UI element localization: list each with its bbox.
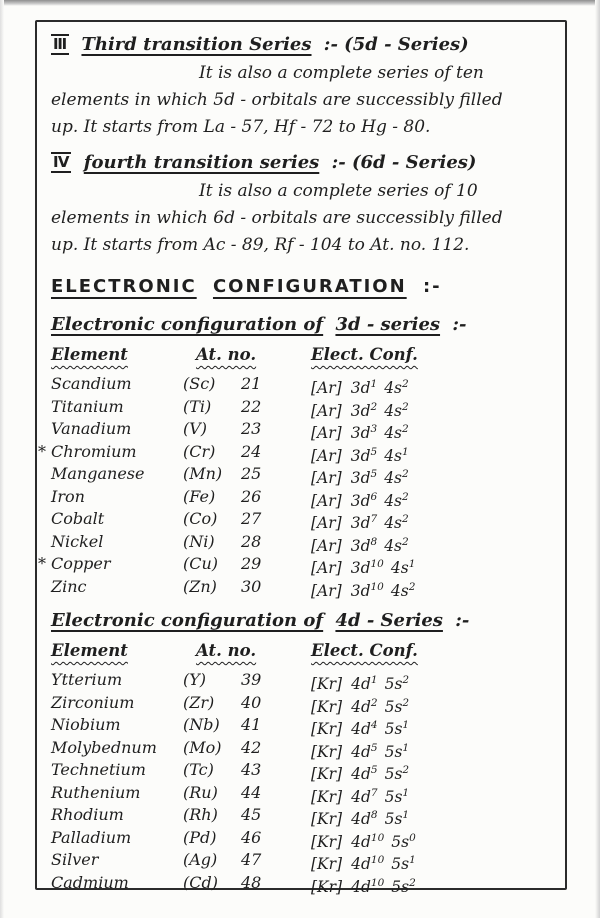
config-s-superscript: 2 bbox=[402, 423, 409, 435]
table-4d-series bbox=[51, 606, 555, 894]
element-name-cell bbox=[51, 576, 183, 603]
config-s-orbital: 5s bbox=[391, 877, 410, 896]
config-s-orbital: 5s bbox=[391, 855, 410, 874]
element-name: Zirconium bbox=[51, 692, 135, 712]
config-s-orbital: 4s bbox=[384, 469, 403, 488]
config-core: [Kr] bbox=[311, 675, 343, 694]
table-row bbox=[51, 827, 555, 850]
config-s-superscript: 2 bbox=[402, 696, 410, 709]
exception-star: * bbox=[38, 554, 46, 573]
table-row bbox=[38, 441, 555, 465]
element-symbol: (Y) bbox=[183, 670, 207, 689]
config-d-orbital: 4d bbox=[351, 787, 371, 806]
element-symbol: (Ni) bbox=[183, 531, 215, 551]
config-s-superscript: 1 bbox=[408, 558, 416, 570]
config-d-superscript: 1 bbox=[370, 378, 378, 390]
element-name: Titanium bbox=[51, 396, 124, 416]
section-paragraph bbox=[51, 60, 555, 141]
config-core: [Ar] bbox=[311, 514, 342, 533]
element-name: Vanadium bbox=[51, 419, 132, 438]
config-core: [Kr] bbox=[311, 810, 343, 829]
element-symbol: (Zr) bbox=[183, 692, 215, 712]
column-header-atomic-number: At. no. bbox=[196, 641, 257, 660]
config-s-superscript: 2 bbox=[402, 400, 409, 413]
table-heading-lead: Electronic configuration of bbox=[51, 314, 324, 335]
config-s-orbital: 4s bbox=[384, 424, 403, 443]
atomic-number: 39 bbox=[241, 670, 262, 689]
column-header-element: Element bbox=[51, 641, 128, 660]
scan-edge-left bbox=[0, 0, 4, 918]
table-3d-series bbox=[38, 310, 555, 600]
config-s-superscript: 2 bbox=[402, 535, 409, 548]
atomic-number: 28 bbox=[241, 531, 262, 551]
atomic-number: 41 bbox=[241, 715, 262, 734]
config-s-superscript: 1 bbox=[402, 786, 410, 799]
config-s-orbital: 5s bbox=[384, 810, 403, 829]
atomic-number: 43 bbox=[241, 760, 262, 779]
element-name: Copper bbox=[51, 554, 111, 573]
config-s-orbital: 5s bbox=[384, 787, 403, 806]
element-name: Manganese bbox=[51, 464, 145, 483]
config-s-orbital: 5s bbox=[384, 720, 403, 739]
config-d-superscript: 4 bbox=[370, 719, 378, 731]
table-row bbox=[51, 692, 555, 715]
config-d-orbital: 4d bbox=[351, 742, 371, 761]
config-core: [Ar] bbox=[311, 491, 342, 510]
atomic-number: 48 bbox=[241, 872, 262, 892]
config-d-orbital: 4d bbox=[351, 877, 371, 896]
config-d-superscript: 10 bbox=[370, 831, 385, 844]
element-name: Cobalt bbox=[51, 509, 105, 528]
config-core: [Ar] bbox=[311, 469, 342, 488]
config-s-orbital: 5s bbox=[384, 675, 403, 694]
config-d-orbital: 4d bbox=[351, 697, 371, 716]
element-name: Palladium bbox=[51, 827, 132, 847]
config-d-orbital: 3d bbox=[350, 379, 371, 398]
element-name: Niobium bbox=[51, 715, 121, 734]
config-s-orbital: 4s bbox=[384, 446, 403, 465]
config-core: [Kr] bbox=[311, 832, 343, 851]
paragraph-line: elements in which 6d - orbitals are successibly filled bbox=[51, 208, 503, 228]
config-s-superscript: 2 bbox=[408, 580, 416, 593]
roman-numeral: Ⅲ bbox=[53, 35, 68, 53]
atomic-number: 21 bbox=[241, 374, 262, 393]
config-d-superscript: 6 bbox=[370, 490, 378, 503]
config-d-superscript: 7 bbox=[370, 786, 378, 799]
config-s-orbital: 4s bbox=[384, 491, 403, 510]
element-symbol: (Cr) bbox=[183, 441, 216, 461]
table-row bbox=[51, 782, 555, 805]
config-d-orbital: 4d bbox=[351, 855, 371, 874]
table-row bbox=[51, 396, 555, 419]
config-d-superscript: 10 bbox=[370, 876, 385, 889]
table-row bbox=[51, 669, 555, 692]
atomic-number: 44 bbox=[241, 782, 262, 802]
paragraph-line: It is also a complete series of ten bbox=[199, 63, 484, 83]
section-third-transition-series bbox=[51, 30, 555, 141]
table-heading bbox=[51, 310, 555, 340]
element-symbol: (Tc) bbox=[183, 760, 214, 779]
atomic-number: 46 bbox=[241, 827, 262, 847]
atomic-number: 40 bbox=[241, 692, 262, 712]
config-d-orbital: 3d bbox=[350, 446, 371, 465]
config-s-superscript: 2 bbox=[402, 378, 409, 390]
section-title-text: Third transition Series bbox=[81, 34, 312, 55]
config-d-superscript: 2 bbox=[370, 400, 378, 413]
config-d-orbital: 4d bbox=[351, 765, 371, 784]
config-core: [Kr] bbox=[311, 742, 343, 761]
column-header-element: Element bbox=[51, 345, 128, 364]
config-d-superscript: 2 bbox=[370, 696, 378, 709]
config-s-superscript: 1 bbox=[402, 719, 410, 731]
column-header-elect-conf: Elect. Conf. bbox=[311, 641, 418, 660]
element-symbol: (Mo) bbox=[183, 737, 222, 757]
element-name: Rhodium bbox=[51, 805, 124, 824]
atomic-number: 30 bbox=[241, 576, 262, 596]
config-core: [Ar] bbox=[311, 559, 342, 578]
section-title bbox=[51, 148, 555, 178]
table-row bbox=[51, 486, 555, 509]
table-heading-series: 4d - Series bbox=[335, 610, 443, 631]
element-symbol: (Cd) bbox=[183, 872, 218, 892]
config-s-orbital: 5s bbox=[391, 832, 410, 851]
config-d-superscript: 10 bbox=[370, 558, 384, 570]
table-heading-suffix: :- bbox=[455, 610, 470, 631]
config-s-superscript: 1 bbox=[402, 445, 409, 458]
config-d-superscript: 8 bbox=[370, 535, 378, 548]
config-s-orbital: 5s bbox=[384, 742, 403, 761]
element-name: Cadmium bbox=[51, 872, 129, 892]
config-s-orbital: 4s bbox=[384, 401, 403, 420]
element-symbol: (Ru) bbox=[183, 782, 218, 802]
electron-configuration bbox=[311, 576, 555, 603]
config-d-superscript: 5 bbox=[370, 741, 378, 754]
paragraph-line: up. It starts from Ac - 89, Rf - 104 to At. no. 112. bbox=[51, 235, 470, 255]
section-title-suffix: :- (5d - Series) bbox=[323, 34, 469, 55]
page-frame bbox=[35, 20, 567, 896]
element-name: Ruthenium bbox=[51, 782, 141, 802]
atomic-number: 26 bbox=[241, 486, 262, 506]
config-d-superscript: 10 bbox=[370, 580, 384, 593]
element-symbol: (Pd) bbox=[183, 827, 217, 847]
config-core: [Ar] bbox=[311, 424, 342, 443]
config-core: [Kr] bbox=[311, 765, 343, 784]
config-s-superscript: 2 bbox=[402, 490, 409, 503]
config-d-orbital: 3d bbox=[350, 491, 371, 510]
config-s-superscript: 0 bbox=[409, 831, 416, 844]
config-s-superscript: 2 bbox=[402, 674, 410, 686]
atomic-number: 25 bbox=[241, 464, 262, 483]
config-s-orbital: 5s bbox=[384, 765, 403, 784]
config-core: [Ar] bbox=[311, 446, 342, 465]
table-row bbox=[51, 508, 555, 531]
config-d-orbital: 4d bbox=[351, 675, 371, 694]
atomic-number: 29 bbox=[241, 554, 262, 573]
section-paragraph bbox=[51, 178, 555, 259]
config-d-orbital: 3d bbox=[350, 469, 371, 488]
config-s-superscript: 2 bbox=[402, 468, 409, 480]
config-d-orbital: 3d bbox=[350, 401, 371, 420]
atomic-number: 42 bbox=[241, 737, 262, 757]
main-heading-word: ELECTRONIC bbox=[51, 276, 197, 297]
element-symbol: (Zn) bbox=[183, 576, 217, 596]
table-header-row bbox=[51, 342, 555, 368]
table-row bbox=[51, 737, 555, 760]
main-heading-word: CONFIGURATION bbox=[212, 276, 407, 297]
atomic-number: 45 bbox=[241, 805, 262, 824]
config-d-orbital: 3d bbox=[350, 559, 371, 578]
table-row bbox=[51, 463, 555, 486]
element-symbol: (Sc) bbox=[183, 374, 216, 393]
config-s-superscript: 2 bbox=[409, 876, 416, 889]
table-body bbox=[38, 373, 555, 600]
element-name: Molybednum bbox=[51, 737, 157, 757]
element-symbol: (Fe) bbox=[183, 486, 216, 506]
config-d-superscript: 5 bbox=[370, 468, 378, 480]
config-core: [Kr] bbox=[311, 855, 343, 874]
atomic-number: 24 bbox=[241, 441, 262, 461]
main-heading-suffix: :- bbox=[422, 276, 442, 297]
config-d-superscript: 5 bbox=[370, 445, 378, 458]
config-s-orbital: 4s bbox=[390, 581, 409, 600]
table-heading-lead: Electronic configuration of bbox=[51, 610, 324, 631]
element-name: Zinc bbox=[51, 576, 87, 596]
config-d-orbital: 4d bbox=[351, 832, 371, 851]
element-name: Nickel bbox=[51, 531, 104, 551]
config-d-orbital: 3d bbox=[350, 581, 371, 600]
config-core: [Ar] bbox=[311, 401, 342, 420]
element-name: Scandium bbox=[51, 374, 132, 393]
config-s-superscript: 1 bbox=[409, 854, 416, 866]
atomic-number: 27 bbox=[241, 509, 262, 528]
paragraph-line: elements in which 5d - orbitals are successibly filled bbox=[51, 90, 503, 110]
electron-configuration bbox=[311, 872, 555, 899]
section-title bbox=[51, 30, 555, 60]
config-s-orbital: 5s bbox=[384, 697, 403, 716]
table-row bbox=[51, 576, 555, 599]
column-header-atomic-number: At. no. bbox=[196, 345, 257, 364]
atomic-number: 22 bbox=[241, 396, 262, 416]
config-d-superscript: 3 bbox=[370, 423, 378, 435]
config-s-orbital: 4s bbox=[384, 514, 403, 533]
config-s-superscript: 1 bbox=[402, 741, 410, 754]
config-d-superscript: 10 bbox=[370, 854, 385, 866]
config-core: [Kr] bbox=[311, 697, 343, 716]
config-core: [Kr] bbox=[311, 720, 343, 739]
config-d-orbital: 3d bbox=[350, 514, 371, 533]
atomic-number: 23 bbox=[241, 419, 262, 438]
config-core: [Kr] bbox=[311, 787, 343, 806]
config-d-superscript: 7 bbox=[370, 513, 378, 525]
config-d-superscript: 5 bbox=[370, 764, 378, 776]
scan-edge-top bbox=[0, 0, 600, 6]
table-body bbox=[51, 669, 555, 894]
element-symbol: (Nb) bbox=[183, 715, 220, 734]
scan-edge-right bbox=[595, 0, 600, 918]
element-name: Silver bbox=[51, 850, 99, 869]
element-name-cell bbox=[51, 872, 183, 899]
table-heading-suffix: :- bbox=[452, 314, 467, 335]
table-row bbox=[51, 531, 555, 554]
config-s-superscript: 1 bbox=[402, 809, 410, 821]
config-core: [Kr] bbox=[311, 877, 343, 896]
paragraph-line: It is also a complete series of 10 bbox=[199, 181, 478, 201]
section-title-suffix: :- (6d - Series) bbox=[331, 152, 477, 173]
exception-star: * bbox=[38, 441, 46, 461]
element-name: Ytterium bbox=[51, 670, 123, 689]
table-heading-series: 3d - series bbox=[335, 314, 441, 335]
config-s-orbital: 4s bbox=[390, 559, 409, 578]
config-core: [Ar] bbox=[311, 536, 342, 555]
element-symbol: (Co) bbox=[183, 509, 218, 528]
roman-numeral: Ⅳ bbox=[53, 153, 70, 171]
config-s-superscript: 2 bbox=[402, 513, 409, 525]
element-symbol: (Ag) bbox=[183, 850, 218, 869]
element-name: Technetium bbox=[51, 760, 146, 779]
config-s-orbital: 4s bbox=[384, 536, 403, 555]
main-heading bbox=[51, 272, 555, 302]
section-fourth-transition-series bbox=[51, 148, 555, 259]
config-d-orbital: 3d bbox=[350, 536, 371, 555]
element-symbol: (Rh) bbox=[183, 805, 218, 824]
config-core: [Ar] bbox=[311, 581, 342, 600]
column-header-elect-conf: Elect. Conf. bbox=[311, 345, 418, 364]
table-row bbox=[51, 759, 555, 782]
element-name: Chromium bbox=[51, 441, 137, 461]
atomic-number: 47 bbox=[241, 850, 262, 869]
element-symbol: (Cu) bbox=[183, 554, 219, 573]
config-d-orbital: 3d bbox=[350, 424, 371, 443]
table-row bbox=[51, 804, 555, 827]
element-symbol: (V) bbox=[183, 419, 208, 438]
table-row bbox=[51, 714, 555, 737]
config-d-orbital: 4d bbox=[351, 810, 371, 829]
table-row bbox=[51, 373, 555, 396]
section-title-text: fourth transition series bbox=[83, 152, 320, 173]
table-row bbox=[38, 553, 555, 578]
paragraph-line: up. It starts from La - 57, Hf - 72 to Hg - 80. bbox=[51, 117, 431, 137]
table-header-row bbox=[51, 638, 555, 664]
config-s-orbital: 4s bbox=[384, 379, 403, 398]
config-core: [Ar] bbox=[311, 379, 342, 398]
table-heading bbox=[51, 606, 555, 636]
config-s-superscript: 2 bbox=[402, 764, 410, 776]
table-row bbox=[51, 418, 555, 441]
element-name: Iron bbox=[51, 486, 85, 506]
config-d-superscript: 8 bbox=[370, 809, 378, 821]
config-d-superscript: 1 bbox=[370, 674, 378, 686]
element-symbol: (Ti) bbox=[183, 396, 212, 416]
table-row bbox=[51, 849, 555, 872]
element-symbol: (Mn) bbox=[183, 464, 223, 483]
table-row bbox=[51, 872, 555, 895]
config-d-orbital: 4d bbox=[351, 720, 371, 739]
